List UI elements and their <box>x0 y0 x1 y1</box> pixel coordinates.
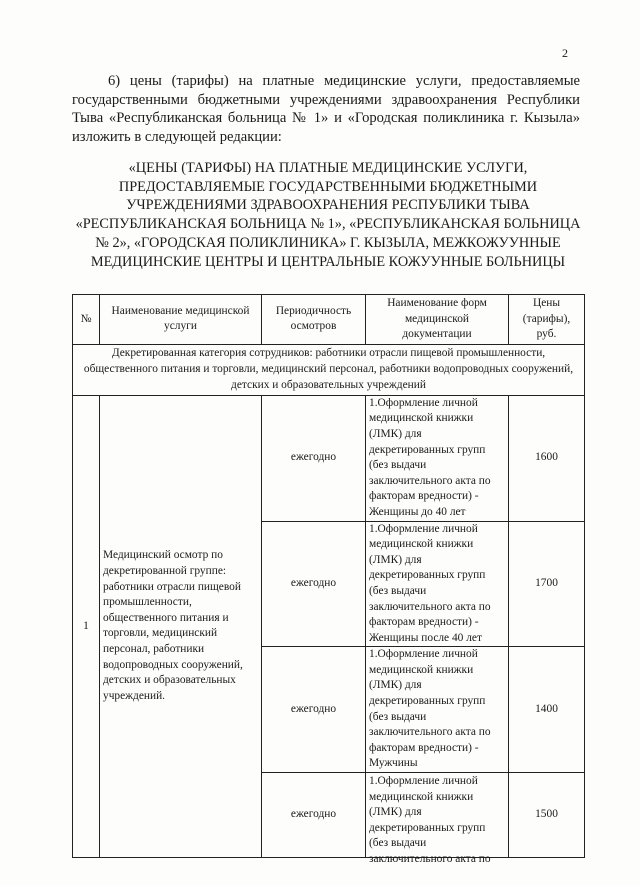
row-form: 1.Оформление личной медицинской книжки (ЛМК) для декретированных групп (без выдачи заключительного акта по факторам вредности) - Женщины после 40 лет <box>366 521 509 647</box>
row-form-text: 1.Оформление личной медицинской книжки (ЛМК) для декретированных групп (без выдачи заключительного акта по <box>369 775 491 865</box>
row-period: ежегодно <box>262 395 366 521</box>
category-cell: Декретированная категория сотрудников: работники отрасли пищевой промышленности, общественного питания и торговли, медицинский персонал, работники водопроводных сооружений, детских и образовательных учреждений <box>73 344 585 395</box>
header-num: № <box>73 295 100 345</box>
document-heading: «ЦЕНЫ (ТАРИФЫ) НА ПЛАТНЫЕ МЕДИЦИНСКИЕ УСЛУГИ, ПРЕДОСТАВЛЯЕМЫЕ ГОСУДАРСТВЕННЫМИ БЮДЖЕТНЫМИ УЧРЕЖДЕНИЯМИ ЗДРАВООХРАНЕНИЯ РЕСПУБЛИКИ ТЫВА «РЕСПУБЛИКАНСКАЯ БОЛЬНИЦА № 1», «РЕСПУБЛИКАНСКАЯ БОЛЬНИЦА № 2», «ГОРОДСКАЯ ПОЛИКЛИНИКА» Г. КЫЗЫЛА, МЕЖКОЖУУННЫЕ МЕДИЦИНСКИЕ ЦЕНТРЫ И ЦЕНТРАЛЬНЫЕ КОЖУУННЫЕ БОЛЬНИЦЫ <box>75 160 581 270</box>
row-price: 1400 <box>509 647 585 773</box>
header-service: Наименование медицинской услуги <box>100 295 262 345</box>
row-price: 1700 <box>509 521 585 647</box>
row-period: ежегодно <box>262 647 366 773</box>
table-header-row <box>73 295 585 345</box>
row-price: 1500 <box>509 773 585 858</box>
group-service-name: Медицинский осмотр по декретированной группе: работники отрасли пищевой промышленности, общественного питания и торговли, медицинский персонал, работники водопроводных сооружений, детских и образовательных учреждений. <box>100 395 262 857</box>
row-form <box>366 773 509 865</box>
page-number: 2 <box>562 46 568 60</box>
header-period: Периодичность осмотров <box>262 295 366 345</box>
row-price: 1600 <box>509 395 585 521</box>
category-row <box>73 344 585 395</box>
header-form: Наименование форм медицинской документации <box>366 295 509 345</box>
table-row <box>73 395 585 521</box>
row-form: 1.Оформление личной медицинской книжки (ЛМК) для декретированных групп (без выдачи заключительного акта по факторам вредности) - Женщины до 40 лет <box>366 395 509 521</box>
row-period: ежегодно <box>262 773 366 858</box>
row-period: ежегодно <box>262 521 366 647</box>
intro-paragraph: 6) цены (тарифы) на платные медицинские услуги, предоставляемые государственными бюджетными учреждениями здравоохранения Республики Тыва «Республиканская больница № 1» и «Городская поликлиника г. Кызыла» изложить в следующей редакции: <box>72 73 580 145</box>
group-number: 1 <box>73 395 100 857</box>
header-price: Цены (тарифы), руб. <box>509 295 585 345</box>
row-form: 1.Оформление личной медицинской книжки (ЛМК) для декретированных групп (без выдачи заключительного акта по факторам вредности) - Мужчины <box>366 647 509 773</box>
price-table <box>72 294 585 865</box>
